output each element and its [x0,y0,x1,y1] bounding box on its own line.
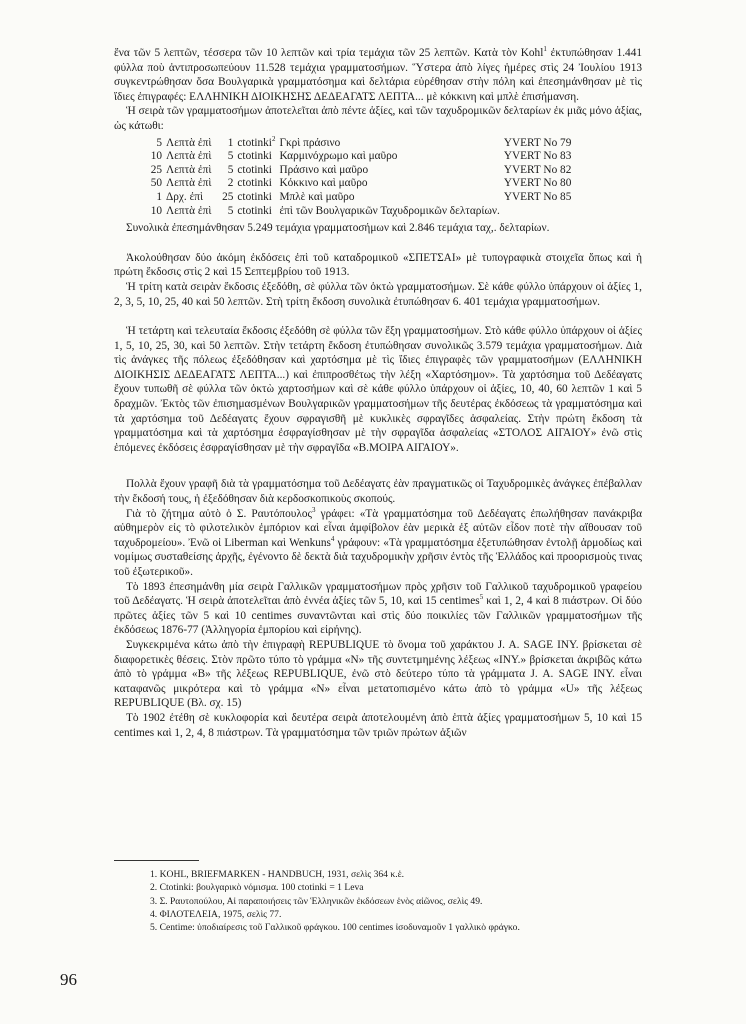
paragraph-8 [114,507,642,580]
stamp-overprint-value: 1 [227,136,234,149]
paragraph-9-text-b: καὶ 1, 2, 4 καὶ 8 πιάστρων. Οἱ δύο πρῶτες ἀξίες τῶν 5 καὶ 10 centimes συναντῶνται καὶ στὶς δύο ποικιλίες τῶν Γαλλικῶν γραμματοσήμων τῆς ἐκδόσεως 1876-77 (Ἀλληγορία ἐμπορίου καὶ εἰρήνης). [114,595,642,637]
footnote-3: 3. Σ. Ραυτοπούλου, Αἱ παραποιήσεις τῶν Ἑλληνικῶν ἐκδόσεων ἑνὸς αἰῶνος, σελὶς 49. [150,895,483,907]
stamp-row [144,205,575,219]
paragraph-11: Τὸ 1902 ἐτέθη σὲ κυκλοφορία καὶ δευτέρα σειρὰ ἀποτελουμένη ἀπὸ ἑπτὰ ἀξίες γραμματοσήμων 5, 10 καὶ 15 centimes καὶ 1, 2, 4, 8 πιάστρων. Τὰ γραμματόσημα τῶν τριῶν πρώτων ἀξιῶν [114,711,642,739]
paragraph-1-text-b: ἐκτυπώθησαν 1.441 φύλλα ποὺ ἀντιπροσωπεύουν 11.528 τεμάχια γραμματοσήμων. Ὕστερα ἀπὸ λίγες ἡμέρες στὶς 24 Ἰουλίου 1913 συγκεντρώθησαν ὅσα Βουλγαρικὰ γραμματόσημα καὶ δελτάρια εὑρέθησαν στὴν πόλη καὶ ἐπεσημάνθησαν μὲ τὶς ἴδιες ἐπιγραφές: ΕΛΛΗΝΙΚΗ ΔΙΟΙΚΗΣΗΣ ΔΕΔΕΑΓΑΤΣ ΛΕΠΤΑ... μὲ κόκκινη καὶ μπλὲ ἐπισήμανση. [114,47,642,103]
paragraph-1-text-a: ἕνα τῶν 5 λεπτῶν, τέσσερα τῶν 10 λεπτῶν καὶ τρία τεμάχια τῶν 25 λεπτῶν. Κατὰ τὸν Kohl [114,47,544,59]
stamp-value: 10 [150,204,162,217]
stamp-value: 1 [156,190,162,203]
paragraph-10: Συγκεκριμένα κάτω ἀπὸ τὴν ἐπιγραφὴ REPUBLIQUE τὸ ὄνομα τοῦ χαράκτου J. A. SAGE INY. βρίσκεται σὲ διαφορετικὲς θέσεις. Στὸν πρῶτο τύπο τὸ γράμμα «N» τῆς συντετμημένης λέξεως «INY.» βρίσκεται ἀκριβῶς κάτω ἀπὸ τὸ γράμμα «B» τῆς λέξεως REPUBLIQUE, ἐνῶ στὸ δεύτερο τύπο τὰ γράμματα J. A. SAGE INY. εἶναι καταφανῶς μικρότερα καὶ τὸ γράμμα «N» εἶναι μετατοπισμένο κάτω ἀπὸ τὸ γράμμα «U» τῆς λέξεως REPUBLIQUE (Βλ. σχ. 15) [114,638,642,710]
paragraph-5: Ἡ τρίτη κατὰ σειρὰν ἔκδοσις ἐξεδόθη, σὲ φύλλα τῶν ὀκτὼ γραμματοσήμων. Σὲ κάθε φύλλο ὑπάρχουν οἱ ἀξίες 1, 2, 3, 5, 10, 25, 40 καὶ 50 λεπτῶν. Στὴ τρίτη ἔκδοση συνολικὰ ἐτυπώθησαν 6. 401 τεμάχια γραμματοσήμων. [114,280,642,308]
stamp-row [144,150,575,164]
stamp-currency: ctotinki [237,150,272,163]
paragraph-3: Συνολικὰ ἐπεσημάνθησαν 5.249 τεμάχια γραμματοσήμων καὶ 2.846 τεμάχια ταχ,. δελταρίων. [126,222,550,235]
stamp-values-table [144,134,575,219]
stamp-currency: ctotinki [237,177,272,190]
paragraph-4: Ἀκολούθησαν δύο ἀκόμη ἐκδόσεις ἐπὶ τοῦ καταδρομικοῦ «ΣΠΕΤΣΑΙ» μὲ τυπογραφικὰ στοιχεῖα ὅπως καὶ ἡ πρώτη ἔκδοσις στὶς 2 καὶ 15 Σεπτεμβρίου τοῦ 1913. [114,251,642,279]
stamp-unit: Λεπτὰ ἐπὶ [166,177,212,190]
stamp-currency: ctotinki [237,204,272,217]
stamp-value: 5 [156,136,162,149]
stamp-color: Καρμινόχρωμο καὶ μαῦρο [279,150,398,163]
stamp-color: Πράσινο καὶ μαῦρο [279,163,369,176]
stamp-currency: ctotinki [237,190,272,203]
paragraph-7: Πολλὰ ἔχουν γραφῆ διὰ τὰ γραμματόσημα τοῦ Δεδέαγατς ἐὰν πραγματικῶς οἱ Ταχυδρομικὲς ἀνάγκες ἐπέβαλλαν τὴν ἔκδοσή τους, ἡ ἐξεδόθησαν διὰ κερδοσκοπικοὺς σκοπούς. [114,478,642,506]
stamp-overprint-value: 5 [227,163,234,176]
stamp-catalog-number: YVERT No 82 [503,163,572,176]
paragraph-8-text-c: γράφουν: «Τὰ γραμματόσημα ἐξετυπώθησαν ἐντολῇ ἁρμοδίως καὶ νομίμως συσταθείσης ἀρχῆς, ἐγένοντο δὲ δεκτὰ διὰ ταχυδρομικὴν χρῆσιν ἐντὸς τῆς Ἑλλάδος καὶ προορισμοὺς τινας τοῦ ἐξωτερικοῦ». [114,536,642,578]
stamp-catalog-number: YVERT No 85 [503,190,572,203]
paragraph-8-text-a: Γιὰ τὸ ζήτημα αὐτὸ ὁ Σ. Ραυτόπουλος [126,507,312,520]
stamp-unit: Λεπτὰ ἐπὶ [166,150,212,163]
stamp-overprint-value: 5 [227,204,234,217]
stamp-color: Μπλὲ καὶ μαῦρο [279,190,355,203]
footnote-ref-4: 4 [330,535,335,544]
main-text-column [114,46,642,740]
stamp-color: ἐπὶ τῶν Βουλγαρικῶν Ταχυδρομικῶν δελταρίων. [279,204,500,217]
footnote-ref-2: 2 [271,134,276,143]
footnote-ref-3: 3 [311,505,316,514]
stamp-currency: ctotinki$^2$ [237,134,276,149]
stamp-color: Γκρὶ πράσινο [279,136,341,149]
stamp-unit: Δρχ. ἐπὶ [166,190,204,203]
paragraph-2: Ἡ σειρὰ τῶν γραμματοσήμων ἀποτελεῖται ἀπὸ πέντε ἀξίες, καὶ τῶν ταχυδρομικῶν δελταρίων ἐκ μιᾶς μόνο ἀξίας, ὡς κάτωθι: [114,105,642,132]
footnotes [150,868,650,934]
stamp-currency: ctotinki [237,163,272,176]
footnote-ref-1: 1 [543,45,547,54]
stamp-row [144,177,575,191]
stamp-catalog-number: YVERT No 79 [503,136,572,149]
page-number: 96 [60,970,77,989]
footnote-4: 4. ΦΙΛΟΤΕΛΕΙΑ, 1975, σελὶς 77. [150,908,282,920]
stamp-catalog-number: YVERT No 80 [503,177,572,190]
paragraph-8-text-b: γράφει: «Τὰ γραμματόσημα τοῦ Δεδέαγατς ἐπωλήθησαν πανάκριβα αὐθημερὸν εἰς τὸ φιλοτελικὸν ἐμπόριον καὶ εἶναι ἀμφίβολον ἐὰν μερικὰ ἐξ αὐτῶν εἶδον ποτὲ τὴν αἴθουσαν τοῦ ταχυδρομείου». Ἐνῶ οἱ Liberman καὶ Wenkuns [114,507,642,549]
stamp-overprint-value: 2 [227,177,234,190]
stamp-overprint-value: 25 [222,190,234,203]
stamp-catalog-number: YVERT No 83 [503,150,572,163]
paragraph-6: Ἡ τετάρτη καὶ τελευταία ἔκδοσις ἐξεδόθη σὲ φύλλα τῶν ἕξη γραμματοσήμων. Στὸ κάθε φύλλο ὑπάρχουν οἱ ἀξίες 1, 5, 10, 25, 30, καὶ 50 λεπτῶν. Στὴν τετάρτη ἔκδοση ἐτυπώθησαν συνολικῶς 3.579 τεμάχια γραμματοσήμων. Διὰ τὶς ἀνάγκες τῆς πόλεως ἐξεδόθησαν καὶ χαρτόσημα μὲ τὶς ἴδιες ἐπιγραφὲς τῶν γραμματοσήμων (ΕΛΛΗΝΙΚΗ ΔΙΟΙΚΗΣΙΣ ΔΕΔΕΑΓΑΤΣ ΛΕΠΤΑ...) καὶ ἐπιπροσθέτως τὴν λέξη «Χαρτόσημον». Τὰ χαρτόσημα τοῦ Δεδέαγατς ἔχουν τυπωθῆ σὲ φύλλα τῶν ὀκτὼ χαρτοσήμων καὶ σὲ κάθε φύλλο ὑπάρχουν οἱ ἀξίες, 10, 40, 60 λεπτῶν 1 καὶ 5 δραχμῶν. Ἐκτὸς τῶν ἐπισημασμένων Βουλγαρικῶν γραμματοσήμων τῆς δευτέρας ἐκδόσεως τὰ γραμματόσημα καὶ τὰ χαρτόσημα τοῦ Δεδέαγατς ἔχουν σφραγισθῆ μὲ κυκλικὲς σφραγῖδες ἀσφαλείας. Στὴν πρώτη ἔκδοση τὰ γραμματόσημα καὶ τὰ χαρτόσημα ἐσφραγίσθησαν μὲ τὴν σφραγῖδα ἀσφαλείας «ΣΤΟΛΟΣ ΑΙΓΑΙΟΥ» ἐνῶ στὶς ἑπόμενες ἐκδόσεις ἐσφραγίσθησαν μὲ τὴν σφραγῖδα «Β.ΜΟΙΡΑ ΑΙΓΑΙΟΥ». [114,325,642,454]
paragraph-1 [114,46,642,104]
stamp-value: 50 [150,177,162,190]
stamp-color: Κόκκινο καὶ μαῦρο [279,177,368,190]
stamp-unit: Λεπτὰ ἐπὶ [166,136,212,149]
stamp-row [144,137,575,151]
footnote-ref-5: 5 [479,593,484,602]
stamp-unit: Λεπτὰ ἐπὶ [166,204,212,217]
stamp-row [144,191,575,205]
footnote-2: 2. Ctotinki: βουλγαρικὸ νόμισμα. 100 ctotinki = 1 Leva [150,882,364,894]
stamp-row [144,164,575,178]
stamp-unit: Λεπτὰ ἐπὶ [166,163,212,176]
footnote-1: 1. KOHL, BRIEFMARKEN - HANDBUCH, 1931, σελὶς 364 κ.ἑ. [150,869,405,880]
paragraph-9-text-a: Τὸ 1893 ἐπεσημάνθη μία σειρὰ Γαλλικῶν γραμματοσήμων πρὸς χρῆσιν τοῦ Γαλλικοῦ ταχυδρομικοῦ γραφείου τοῦ Δεδέαγατς. Ἡ σειρὰ ἀποτελεῖται ἀπὸ ἐννέα ἀξίες τῶν 5, 10, καὶ 15 centimes [114,580,642,608]
footnote-separator [114,860,199,861]
stamp-catalog-number [504,205,576,219]
footnote-5: 5. Centime: ὑποδιαίρεσις τοῦ Γαλλικοῦ φράγκου. 100 centimes ἰσοδυναμοῦν 1 γαλλικὸ φράγκο. [150,922,520,934]
stamp-value: 10 [150,150,162,163]
stamp-overprint-value: 5 [227,150,234,163]
stamp-value: 25 [150,163,162,176]
paragraph-9 [114,580,642,638]
